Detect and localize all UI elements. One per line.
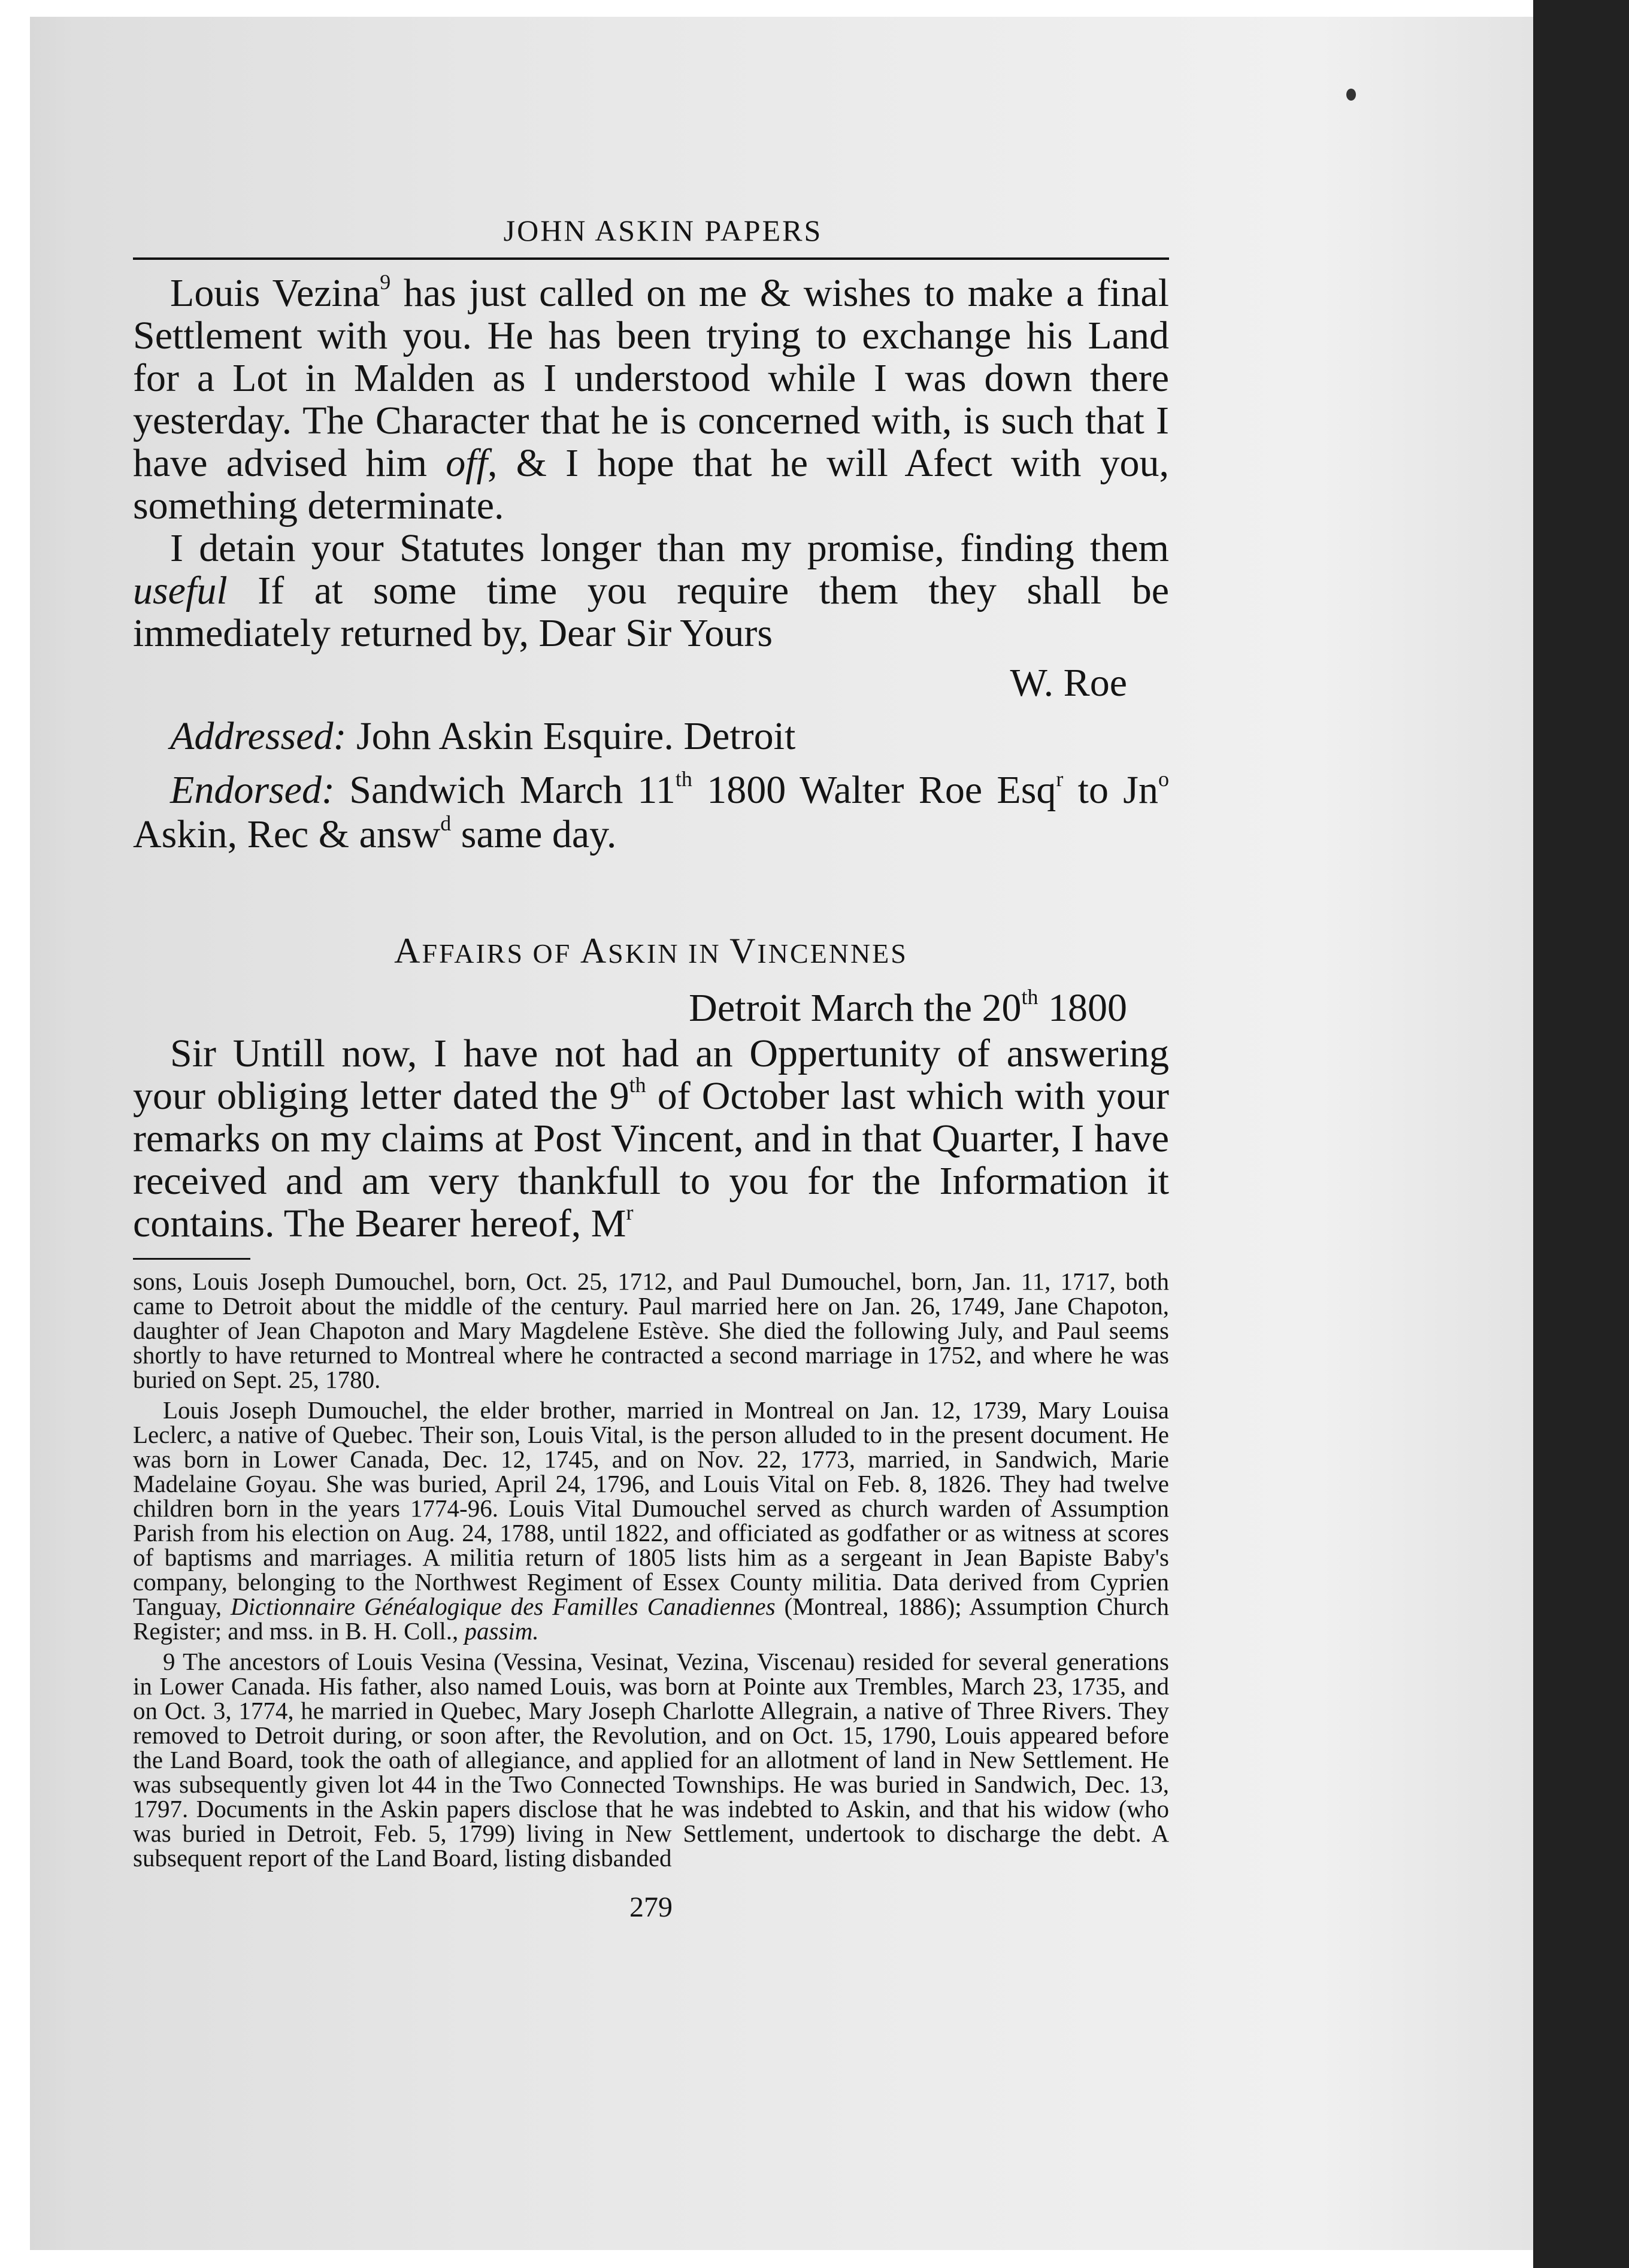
footnote-dumouchel: Louis Joseph Dumouchel, the elder brother, married in Montreal on Jan. 12, 1739, Mary Louisa Leclerc, a native of Quebec. Their son, Louis Vital, is the person alluded to in the present document. He was born in Lower Canada, Dec. 12, 1745, and on Nov. 22, 1773, married, in Sandwich, Marie Madelaine Goyau. She was buried, April 24, 1796, and Louis Vital on Feb. 8, 1826. They had twelve children born in the years 1774-96. Louis Vital Dumouchel served as church warden of Assumption Parish from his election on Aug. 24, 1788, until 1822, and officiated as godfather or as witness at scores of baptisms and marriages. A militia return of 1805 lists him as a sergeant in Jean Bapiste Baby's company, belonging to the Northwest Regiment of Essex County militia. Data derived from Cyprien Tanguay, Dictionnaire Généalogique des Familles Canadiennes (Montreal, 1886); Assumption Church Register; and mss. in B. H. Coll., passim. bbox=[133, 1396, 1169, 1645]
running-head-rule bbox=[133, 257, 1169, 260]
endorsed-line: Endorsed: Sandwich March 11th 1800 Walter Roe Esq$^r$ to Jn$^o$ Askin, Rec & answ$^d$ same day. bbox=[133, 767, 1169, 856]
footnote-rule bbox=[133, 1258, 250, 1260]
page-content bbox=[133, 204, 1169, 1924]
running-head: JOHN ASKIN PAPERS bbox=[503, 214, 823, 247]
letter1-paragraph-1: Louis Vezina$^9$ has just called on me & wishes to make a final Settlement with you. He has been trying to exchange his Land for a Lot in Malden as I understood while I was down there yesterday. The Character that he is concerned with, is such that I have advised him off, & I hope that he will Afect with you, something determinate. bbox=[133, 270, 1169, 527]
page-number: 279 bbox=[629, 1891, 673, 1923]
letter2-paragraph-1: Sir Untill now, I have not had an Oppertunity of answering your obliging letter dated the 9th of October last which with your remarks on my claims at Post Vincent, and in that Quarter, I have received and am very thankfull to you for the Information it contains. The Bearer hereof, $M^r$ bbox=[133, 1032, 1170, 1245]
footnote-continued: sons, Louis Joseph Dumouchel, born, Oct. 25, 1712, and Paul Dumouchel, born, Jan. 11, 1717, both came to Detroit about the middle of the century. Paul married here on Jan. 26, 1749, Jane Chapoton, daughter of Jean Chapoton and Mary Magdelene Estève. She died the following July, and Paul seems shortly to have returned to Montreal where he contracted a second marriage in 1752, and where he was buried on Sept. 25, 1780. bbox=[133, 1268, 1169, 1393]
ink-speck bbox=[1346, 89, 1356, 101]
footnote-9: 9 The ancestors of Louis Vesina (Vessina, Vesinat, Vezina, Viscenau) resided for several generations in Lower Canada. His father, also named Louis, was born at Pointe aux Trembles, March 23, 1735, and on Oct. 3, 1774, he married in Quebec, Mary Joseph Charlotte Allegrain, a native of Three Rivers. They removed to Detroit during, or soon after, the Revolution, and on Oct. 15, 1790, Louis appeared before the Land Board, took the oath of allegiance, and applied for an allotment of land in New Settlement. He was subsequently given lot 44 in the Two Connected Townships. He was buried in Sandwich, Dec. 13, 1797. Documents in the Askin papers disclose that he was indebted to Askin, and that his widow (who was buried in Detroit, Feb. 5, 1799) living in New Settlement, undertook to discharge the debt. A subsequent report of the Land Board, listing disbanded bbox=[133, 1648, 1169, 1872]
page-edge-shadow bbox=[1533, 0, 1629, 2268]
footnote-ref-9: 9 bbox=[380, 270, 391, 294]
letter1-signature: W. Roe bbox=[1010, 661, 1127, 705]
endorsed-label: Endorsed: bbox=[170, 768, 335, 812]
letter2-dateline: Detroit March the 20th 1800 bbox=[689, 985, 1127, 1030]
letter1-paragraph-2: I detain your Statutes longer than my promise, finding them useful If at some time you require them they shall be immediately returned by, Dear Sir Yours bbox=[133, 526, 1169, 655]
addressed-line: Addressed: John Askin Esquire. Detroit bbox=[170, 714, 796, 758]
addressed-label: Addressed: bbox=[170, 714, 347, 758]
section-title: AFFAIRS OF ASKIN IN VINCENNES bbox=[394, 931, 908, 971]
